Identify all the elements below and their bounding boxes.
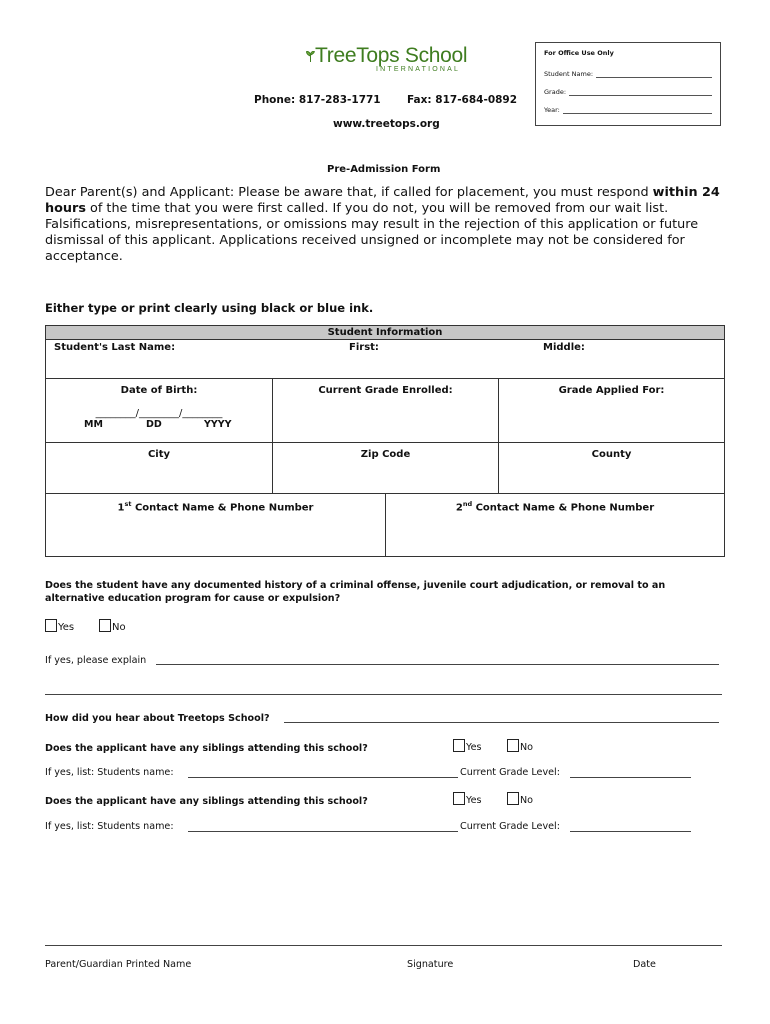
ink-instruction: Either type or print clearly using black or blue ink. <box>45 301 374 315</box>
hear-about-question: How did you hear about Treetops School? <box>45 713 270 724</box>
contact1-label: Contact Name & Phone Number <box>131 502 314 514</box>
office-year-label: Year: <box>544 106 560 114</box>
signature-label: Signature <box>407 959 454 970</box>
student-info-table <box>45 325 725 557</box>
student-info-heading: Student Information <box>46 326 724 340</box>
grade-applied-label: Grade Applied For: <box>558 385 665 396</box>
contact1-number: 1 <box>117 502 125 514</box>
grade-applied-cell[interactable] <box>498 379 724 442</box>
last-name-label: Student's Last Name: <box>54 342 176 353</box>
date-label: Date <box>633 959 656 970</box>
criminal-yes-checkbox[interactable] <box>45 619 57 632</box>
dob-line: ________/________/________ <box>95 408 223 419</box>
contact2-suffix: nd <box>462 500 473 508</box>
office-student-name-label: Student Name: <box>544 70 594 78</box>
criminal-no-option[interactable] <box>99 619 126 633</box>
sibling1-students-label: If yes, list: Students name: <box>45 767 174 778</box>
dob-label: Date of Birth: <box>120 385 198 396</box>
office-year-field[interactable] <box>563 106 712 114</box>
city-label: City <box>147 449 171 460</box>
sibling1-students-field[interactable] <box>188 777 458 778</box>
parent-name-label: Parent/Guardian Printed Name <box>45 959 192 970</box>
dob-mm: MM <box>84 419 103 430</box>
sibling2-students-label: If yes, list: Students name: <box>45 821 174 832</box>
phone-number: Phone: 817-283-1771 <box>254 94 381 106</box>
website: www.treetops.org <box>333 118 440 130</box>
intro-rest: of the time that you were first called. If you do not, you will be removed from our wait list. Falsifications, misrepresentations, or omissions may result in the rejection of this application or future dismissal of this applicant. Applications received unsigned or incomplete may not be considered for acceptance. <box>45 201 699 264</box>
zip-label: Zip Code <box>360 449 411 460</box>
sibling2-grade-label: Current Grade Level: <box>460 821 560 832</box>
logo-subtitle: INTERNATIONAL <box>376 66 461 73</box>
office-student-name-field[interactable] <box>596 70 712 78</box>
siblings1-yes-checkbox[interactable] <box>453 739 465 752</box>
contact1-suffix: st <box>124 500 132 508</box>
siblings1-no-checkbox[interactable] <box>507 739 519 752</box>
criminal-yes-option[interactable] <box>45 619 74 633</box>
dob-dd: DD <box>146 419 162 430</box>
signature-line[interactable] <box>45 945 722 946</box>
siblings2-yes-option[interactable] <box>453 792 482 806</box>
middle-name-label: Middle: <box>543 342 585 353</box>
criminal-no-checkbox[interactable] <box>99 619 111 632</box>
logo-name: TreeTops School <box>315 44 468 67</box>
criminal-yes-label: Yes <box>58 622 75 633</box>
explain-line-2[interactable] <box>45 694 722 695</box>
current-grade-cell[interactable] <box>272 379 498 442</box>
current-grade-label: Current Grade Enrolled: <box>318 385 453 396</box>
siblings2-no-label: No <box>520 795 534 806</box>
contact2-cell[interactable] <box>385 494 724 556</box>
siblings1-yes-option[interactable] <box>453 739 482 753</box>
dob-cell[interactable] <box>46 379 272 442</box>
siblings-question-1: Does the applicant have any siblings attending this school? <box>45 743 368 754</box>
contact2-number: 2 <box>455 502 463 514</box>
siblings2-no-checkbox[interactable] <box>507 792 519 805</box>
hear-about-field[interactable] <box>284 722 719 723</box>
office-use-box <box>535 42 721 126</box>
siblings2-no-option[interactable] <box>507 792 533 806</box>
dob-yyyy: YYYY <box>204 419 232 430</box>
criminal-no-label: No <box>112 622 126 633</box>
office-title: For Office Use Only <box>544 49 614 57</box>
intro-lead: Dear Parent(s) and Applicant: Please be aware that, if called for placement, you must respond <box>45 185 653 200</box>
intro-paragraph <box>45 185 735 265</box>
intro-emphasis: within 24 hours <box>45 185 720 216</box>
first-name-label: First: <box>349 342 379 353</box>
explain-line-1[interactable] <box>156 664 719 665</box>
county-cell[interactable] <box>498 443 724 493</box>
explain-label: If yes, please explain <box>45 655 147 666</box>
sibling2-students-field[interactable] <box>188 831 458 832</box>
siblings1-no-label: No <box>520 742 534 753</box>
zip-cell[interactable] <box>272 443 498 493</box>
contact2-label: Contact Name & Phone Number <box>472 502 655 514</box>
contact1-cell[interactable] <box>46 494 385 556</box>
siblings2-yes-checkbox[interactable] <box>453 792 465 805</box>
criminal-history-question: Does the student have any documented history of a criminal offense, juvenile court adjudication, or removal to an alternative education program for cause or expulsion? <box>45 580 666 604</box>
sibling1-grade-label: Current Grade Level: <box>460 767 560 778</box>
fax-number: Fax: 817-684-0892 <box>407 94 518 106</box>
city-cell[interactable] <box>46 443 272 493</box>
student-name-row[interactable] <box>46 340 724 379</box>
leaf-icon <box>306 51 315 62</box>
siblings1-yes-label: Yes <box>466 742 482 753</box>
office-grade-label: Grade: <box>544 88 567 96</box>
sibling1-grade-field[interactable] <box>570 777 691 778</box>
school-logo <box>306 44 466 82</box>
sibling2-grade-field[interactable] <box>570 831 691 832</box>
form-title: Pre-Admission Form <box>327 164 441 175</box>
siblings-question-2: Does the applicant have any siblings attending this school? <box>45 796 368 807</box>
siblings1-no-option[interactable] <box>507 739 533 753</box>
office-grade-field[interactable] <box>569 88 712 96</box>
siblings2-yes-label: Yes <box>466 795 482 806</box>
county-label: County <box>591 449 632 460</box>
